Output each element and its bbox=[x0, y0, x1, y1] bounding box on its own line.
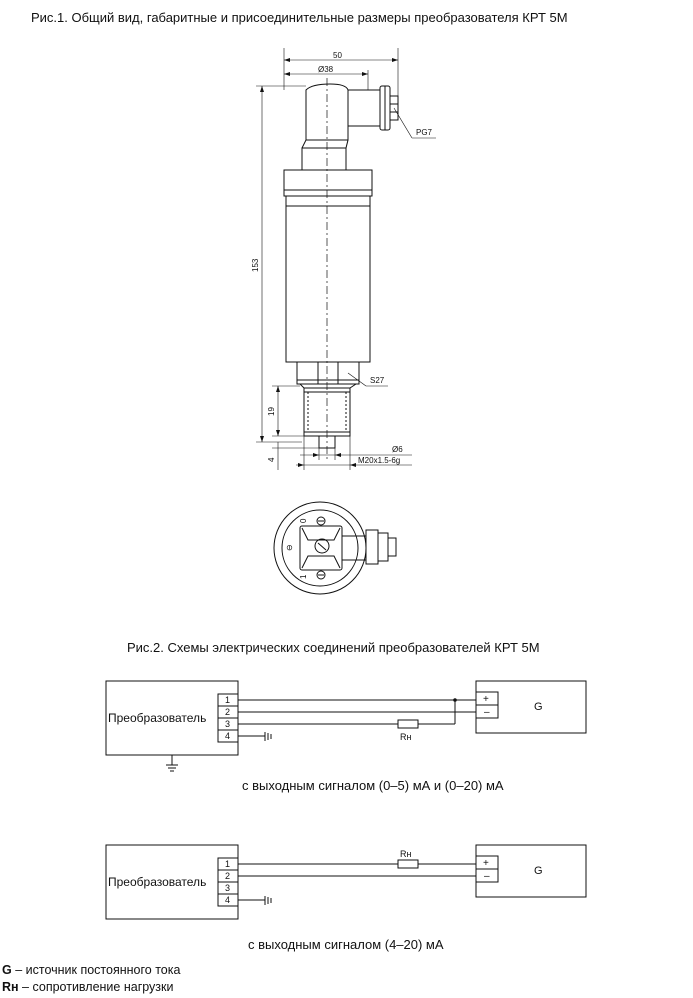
scheme2-caption: с выходным сигналом (4–20) мА bbox=[248, 937, 444, 952]
scheme1-terminal-1: 1 bbox=[225, 695, 231, 705]
dim-height: 153 bbox=[251, 258, 260, 272]
scheme2-device-label: Преобразователь bbox=[108, 875, 207, 889]
scheme1-terminal-4: 4 bbox=[225, 731, 231, 741]
dim-thread: M20x1.5-6g bbox=[358, 456, 401, 465]
sensor-collar bbox=[286, 196, 370, 206]
scheme2-terminal-2: 2 bbox=[225, 871, 231, 881]
dim-hex: S27 bbox=[370, 376, 385, 385]
sensor-head bbox=[284, 170, 372, 196]
scheme1-caption: с выходным сигналом (0–5) мА и (0–20) мА bbox=[242, 778, 504, 793]
svg-text:⊖: ⊖ bbox=[285, 544, 294, 551]
legend-r-text: – сопротивление нагрузки bbox=[18, 980, 174, 994]
hex-nut bbox=[297, 362, 359, 384]
dim-tip-length: 4 bbox=[267, 457, 276, 462]
scheme2-terminal-3: 3 bbox=[225, 883, 231, 893]
scheme1-plus: + bbox=[483, 694, 489, 705]
dim-width: 50 bbox=[333, 51, 342, 60]
legend-r-symbol: Rн bbox=[2, 980, 19, 994]
dim-tip-diameter: Ø6 bbox=[392, 445, 403, 454]
figure1-title: Рис.1. Общий вид, габаритные и присоединительные размеры преобразователя КРТ 5М bbox=[31, 10, 568, 25]
dim-connector: PG7 bbox=[416, 128, 433, 137]
thread-part bbox=[304, 388, 350, 436]
scheme1-terminal-3: 3 bbox=[225, 719, 231, 729]
sensor-body bbox=[286, 206, 370, 362]
scheme2-resistor-label: Rн bbox=[400, 849, 412, 859]
scheme1-source-label: G bbox=[534, 701, 543, 713]
scheme1-terminal-2: 2 bbox=[225, 707, 231, 717]
scheme2-plus: + bbox=[483, 858, 489, 869]
scheme2-terminal-1: 1 bbox=[225, 859, 231, 869]
scheme1-minus: – bbox=[484, 707, 490, 718]
scheme1-resistor-label: Rн bbox=[400, 732, 412, 742]
scheme2-terminal-4: 4 bbox=[225, 895, 231, 905]
legend-r bbox=[2, 980, 174, 994]
svg-text:0: 0 bbox=[299, 518, 308, 523]
legend-g-text: – источник постоянного тока bbox=[11, 963, 181, 977]
svg-text:1: 1 bbox=[299, 574, 308, 579]
connector-base bbox=[302, 148, 346, 170]
scheme2-source-label: G bbox=[534, 865, 543, 877]
connector-arm bbox=[348, 90, 380, 126]
legend-g bbox=[2, 963, 180, 977]
scheme1-device-label: Преобразователь bbox=[108, 711, 207, 725]
dim-thread-length: 19 bbox=[267, 407, 276, 416]
legend-g-symbol: G bbox=[2, 963, 12, 977]
figure2-title: Рис.2. Схемы электрических соединений преобразователей КРТ 5М bbox=[127, 640, 540, 655]
dim-body-diameter: Ø38 bbox=[318, 65, 334, 74]
scheme2-minus: – bbox=[484, 871, 490, 882]
